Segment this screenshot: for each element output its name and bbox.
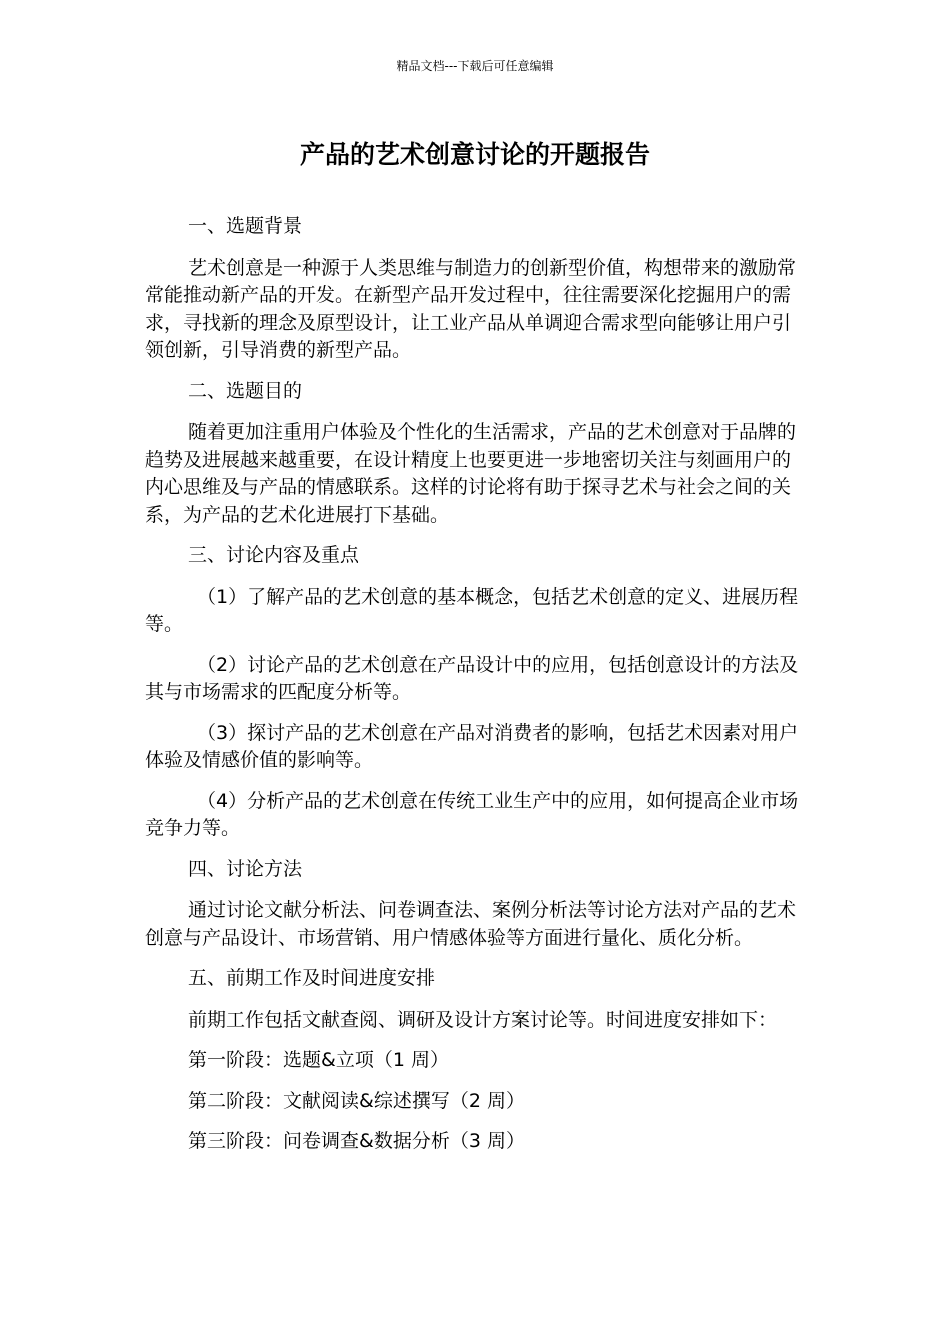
- content-item-3: （3）探讨产品的艺术创意在产品对消费者的影响，包括艺术因素对用户体验及情感价值的影响等。: [145, 721, 799, 771]
- paragraph-method: 通过讨论文献分析法、问卷调查法、案例分析法等讨论方法对产品的艺术创意与产品设计、市场营销、用户情感体验等方面进行量化、质化分析。: [145, 899, 797, 949]
- content-item-4: （4）分析产品的艺术创意在传统工业生产中的应用，如何提高企业市场竞争力等。: [145, 789, 799, 839]
- section-heading-purpose: 二、选题目的: [188, 379, 303, 402]
- header-note: 精品文档---下载后可任意编辑: [396, 59, 554, 73]
- schedule-item-1: 第一阶段：选题&立项（1 周）: [188, 1049, 449, 1071]
- section-heading-method: 四、讨论方法: [188, 857, 303, 880]
- section-heading-content: 三、讨论内容及重点: [188, 544, 360, 566]
- paragraph-background: 艺术创意是一种源于人类思维与制造力的创新型价值，构想带来的激励常常能推动新产品的开发。在新型产品开发过程中，往往需要深化挖掘用户的需求，寻找新的理念及原型设计，让工业产品从单调迎合需求型向能够让用户引领创新，引导消费的新型产品。: [145, 256, 797, 361]
- content-item-2: （2）讨论产品的艺术创意在产品设计中的应用，包括创意设计的方法及其与市场需求的匹配度分析等。: [145, 653, 799, 703]
- paragraph-purpose: 随着更加注重用户体验及个性化的生活需求，产品的艺术创意对于品牌的趋势及进展越来越重要，在设计精度上也要更进一步地密切关注与刻画用户的内心思维及与产品的情感联系。这样的讨论将有助于探寻艺术与社会之间的关系，为产品的艺术化进展打下基础。: [145, 421, 797, 526]
- schedule-item-2: 第二阶段：文献阅读&综述撰写（2 周）: [188, 1089, 525, 1112]
- section-heading-background: 一、选题背景: [188, 215, 303, 237]
- content-item-1: （1）了解产品的艺术创意的基本概念，包括艺术创意的定义、进展历程等。: [145, 585, 799, 635]
- schedule-item-3: 第三阶段：问卷调查&数据分析（3 周）: [188, 1130, 525, 1152]
- document-title: 产品的艺术创意讨论的开题报告: [299, 140, 650, 169]
- section-heading-schedule: 五、前期工作及时间进度安排: [188, 967, 436, 989]
- document-body: [145, 213, 809, 1169]
- paragraph-schedule-intro: 前期工作包括文献查阅、调研及设计方案讨论等。时间进度安排如下：: [188, 1008, 778, 1031]
